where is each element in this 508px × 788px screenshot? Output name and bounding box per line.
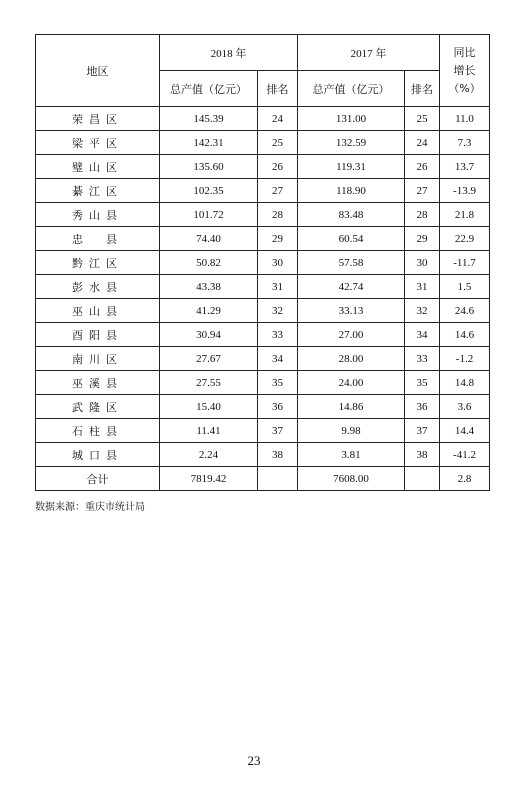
header-growth xyxy=(440,35,490,107)
cell-rank2017: 35 xyxy=(405,371,440,395)
cell-region: 彭水县 xyxy=(36,275,160,299)
cell-rank2017: 26 xyxy=(405,155,440,179)
cell-rank2017: 29 xyxy=(405,227,440,251)
cell-growth: 3.6 xyxy=(440,395,490,419)
cell-gdp2017: 24.00 xyxy=(298,371,405,395)
cell-region: 石柱县 xyxy=(36,419,160,443)
cell-gdp2018: 43.38 xyxy=(160,275,258,299)
header-rank-2018: 排名 xyxy=(258,71,298,107)
page-number: 23 xyxy=(247,753,261,768)
cell-gdp2018: 11.41 xyxy=(160,419,258,443)
cell-rank2017: 27 xyxy=(405,179,440,203)
cell-gdp2018: 101.72 xyxy=(160,203,258,227)
table-row xyxy=(36,275,490,299)
cell-rank2017: 31 xyxy=(405,275,440,299)
cell-region: 武隆区 xyxy=(36,395,160,419)
total-empty-4 xyxy=(405,467,440,491)
cell-rank2018: 34 xyxy=(258,347,298,371)
cell-growth: 14.6 xyxy=(440,323,490,347)
cell-gdp2018: 142.31 xyxy=(160,131,258,155)
cell-rank2017: 34 xyxy=(405,323,440,347)
cell-gdp2017: 83.48 xyxy=(298,203,405,227)
cell-region: 黔江区 xyxy=(36,251,160,275)
cell-rank2017: 25 xyxy=(405,107,440,131)
cell-growth: 24.6 xyxy=(440,299,490,323)
cell-growth: 7.3 xyxy=(440,131,490,155)
header-2017: 2017 年 xyxy=(298,35,440,71)
cell-gdp2018: 27.55 xyxy=(160,371,258,395)
total-row xyxy=(36,467,490,491)
cell-rank2018: 30 xyxy=(258,251,298,275)
table-row xyxy=(36,395,490,419)
total-empty-2 xyxy=(258,467,298,491)
cell-gdp2017: 33.13 xyxy=(298,299,405,323)
cell-gdp2017: 3.81 xyxy=(298,443,405,467)
cell-gdp2018: 50.82 xyxy=(160,251,258,275)
table-row xyxy=(36,251,490,275)
cell-gdp2018: 15.40 xyxy=(160,395,258,419)
cell-growth: -13.9 xyxy=(440,179,490,203)
cell-region: 南川区 xyxy=(36,347,160,371)
cell-rank2017: 33 xyxy=(405,347,440,371)
cell-gdp2017: 9.98 xyxy=(298,419,405,443)
table-row xyxy=(36,443,490,467)
table-row xyxy=(36,323,490,347)
cell-growth: 21.8 xyxy=(440,203,490,227)
cell-gdp2018: 135.60 xyxy=(160,155,258,179)
cell-gdp2017: 60.54 xyxy=(298,227,405,251)
cell-gdp2017: 131.00 xyxy=(298,107,405,131)
cell-rank2017: 24 xyxy=(405,131,440,155)
header-growth-line2: 增长 xyxy=(453,63,476,77)
cell-gdp2017: 118.90 xyxy=(298,179,405,203)
cell-rank2017: 32 xyxy=(405,299,440,323)
cell-growth: 22.9 xyxy=(440,227,490,251)
cell-gdp2017: 14.86 xyxy=(298,395,405,419)
cell-rank2017: 36 xyxy=(405,395,440,419)
cell-gdp2018: 74.40 xyxy=(160,227,258,251)
table-row xyxy=(36,107,490,131)
cell-rank2018: 26 xyxy=(258,155,298,179)
header-gdp-2017: 总产值（亿元） xyxy=(298,71,405,107)
cell-region: 巫山县 xyxy=(36,299,160,323)
table-row xyxy=(36,131,490,155)
cell-gdp2018: 27.67 xyxy=(160,347,258,371)
cell-rank2018: 28 xyxy=(258,203,298,227)
cell-gdp2018: 41.29 xyxy=(160,299,258,323)
cell-rank2018: 27 xyxy=(258,179,298,203)
cell-rank2018: 29 xyxy=(258,227,298,251)
cell-region: 綦江区 xyxy=(36,179,160,203)
cell-rank2018: 36 xyxy=(258,395,298,419)
cell-rank2018: 25 xyxy=(258,131,298,155)
cell-gdp2018: 102.35 xyxy=(160,179,258,203)
cell-gdp2017: 57.58 xyxy=(298,251,405,275)
cell-rank2018: 35 xyxy=(258,371,298,395)
total-label: 合计 xyxy=(36,467,160,491)
cell-region: 巫溪县 xyxy=(36,371,160,395)
cell-growth: 1.5 xyxy=(440,275,490,299)
cell-region: 秀山县 xyxy=(36,203,160,227)
cell-growth: 11.0 xyxy=(440,107,490,131)
cell-region: 荣昌区 xyxy=(36,107,160,131)
header-row-top xyxy=(36,35,490,71)
table-row xyxy=(36,155,490,179)
cell-region: 忠 县 xyxy=(36,227,160,251)
cell-region: 梁平区 xyxy=(36,131,160,155)
total-gdp2017: 7608.00 xyxy=(298,467,405,491)
cell-rank2018: 37 xyxy=(258,419,298,443)
cell-growth: 13.7 xyxy=(440,155,490,179)
cell-growth: -11.7 xyxy=(440,251,490,275)
header-region: 地区 xyxy=(36,35,160,107)
cell-region: 璧山区 xyxy=(36,155,160,179)
cell-rank2017: 38 xyxy=(405,443,440,467)
cell-gdp2017: 28.00 xyxy=(298,347,405,371)
cell-region: 酉阳县 xyxy=(36,323,160,347)
cell-rank2018: 24 xyxy=(258,107,298,131)
table-body xyxy=(36,107,490,491)
header-rank-2017: 排名 xyxy=(405,71,440,107)
table-row xyxy=(36,299,490,323)
cell-gdp2018: 2.24 xyxy=(160,443,258,467)
cell-rank2018: 31 xyxy=(258,275,298,299)
cell-gdp2017: 119.31 xyxy=(298,155,405,179)
cell-growth: -1.2 xyxy=(440,347,490,371)
cell-gdp2018: 145.39 xyxy=(160,107,258,131)
cell-gdp2017: 27.00 xyxy=(298,323,405,347)
cell-rank2018: 33 xyxy=(258,323,298,347)
cell-growth: 14.4 xyxy=(440,419,490,443)
table-row xyxy=(36,419,490,443)
gdp-table xyxy=(35,34,490,491)
data-source-note: 数据来源：重庆市统计局 xyxy=(35,502,145,513)
header-growth-line1: 同比 xyxy=(453,45,476,59)
table-row xyxy=(36,203,490,227)
total-gdp2018: 7819.42 xyxy=(160,467,258,491)
cell-growth: 14.8 xyxy=(440,371,490,395)
cell-rank2018: 32 xyxy=(258,299,298,323)
total-growth: 2.8 xyxy=(440,467,490,491)
cell-rank2017: 30 xyxy=(405,251,440,275)
cell-region: 城口县 xyxy=(36,443,160,467)
table-row xyxy=(36,371,490,395)
cell-gdp2018: 30.94 xyxy=(160,323,258,347)
table-row xyxy=(36,227,490,251)
cell-rank2018: 38 xyxy=(258,443,298,467)
cell-gdp2017: 42.74 xyxy=(298,275,405,299)
cell-rank2017: 28 xyxy=(405,203,440,227)
header-growth-line3: （%） xyxy=(448,81,481,95)
cell-gdp2017: 132.59 xyxy=(298,131,405,155)
cell-growth: -41.2 xyxy=(440,443,490,467)
header-2018: 2018 年 xyxy=(160,35,298,71)
cell-rank2017: 37 xyxy=(405,419,440,443)
table-row xyxy=(36,179,490,203)
header-gdp-2018: 总产值（亿元） xyxy=(160,71,258,107)
table-row xyxy=(36,347,490,371)
